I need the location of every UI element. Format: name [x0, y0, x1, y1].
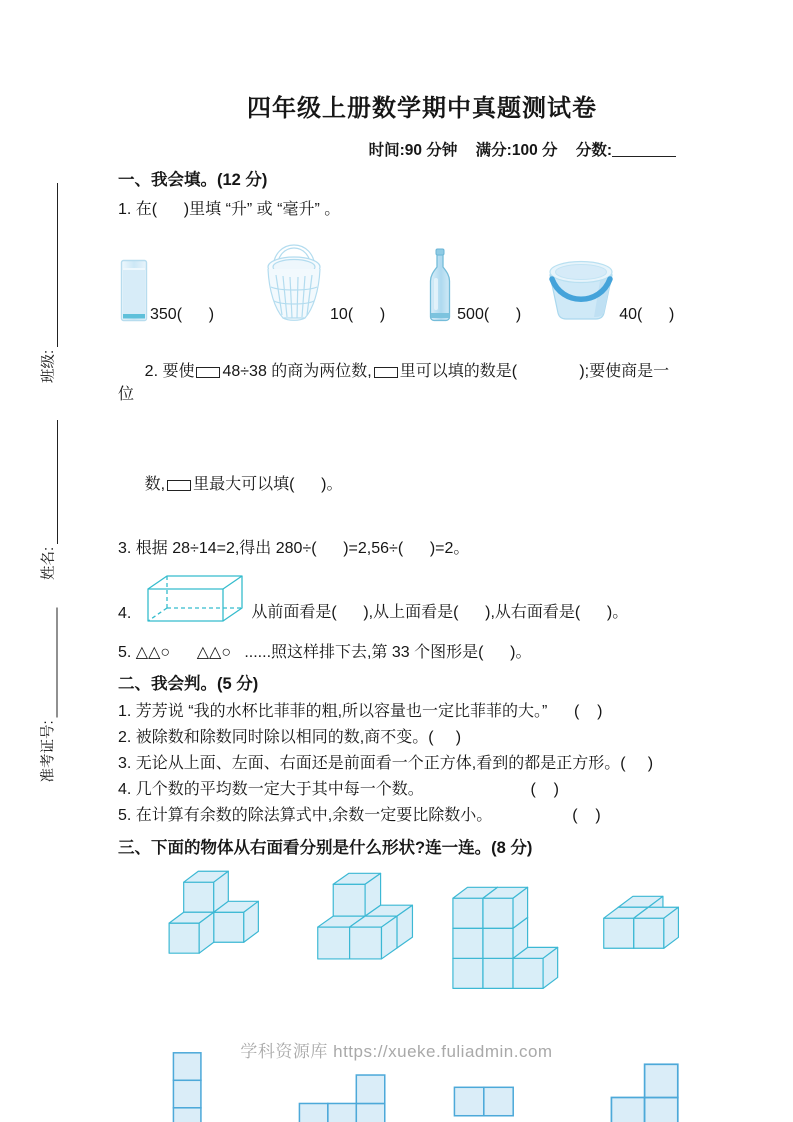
- cuboid-figure: [145, 573, 245, 625]
- exam-number-blank-line: [43, 608, 58, 718]
- shape-corner-icon: [610, 1059, 680, 1122]
- vessel-bucket: [545, 255, 674, 323]
- section-2-heading: 二、我会判。(5 分): [118, 674, 259, 693]
- exam-number-field: [36, 608, 58, 783]
- cube-stack-1-icon: [150, 867, 261, 962]
- cube-stack-2-icon: [305, 869, 414, 966]
- wooden-barrel-icon: [260, 231, 328, 323]
- name-field: [36, 420, 58, 580]
- score-blank-line: [612, 143, 676, 157]
- shape-domino-icon: [453, 1085, 516, 1119]
- shape-l-tromino-icon: [298, 1071, 391, 1122]
- vessel-bucket-answer: 40( ): [619, 305, 675, 323]
- paper-title: 四年级上册数学期中真题测试卷: [247, 96, 597, 122]
- cube-objects-row: [118, 867, 680, 997]
- glass-of-water-icon: [120, 259, 148, 323]
- question-5-text: 5. △△○ △△○ ......照这样排下去,第 33 个图形是( )。: [118, 643, 532, 661]
- section-1-heading: 一、我会填。(12 分): [118, 171, 268, 189]
- judge-item-5: 5. 在计算有余数的除法算式中,余数一定要比除数小。 ( ): [118, 807, 601, 825]
- exam-number-label: 准考证号:: [40, 720, 57, 783]
- vessel-glass: [120, 259, 214, 323]
- question-4-number: 4.: [118, 604, 132, 622]
- blank-box: [167, 480, 191, 491]
- score-label: 分数:: [575, 142, 612, 159]
- question-4: [118, 573, 680, 625]
- exam-info-row: [118, 138, 680, 160]
- class-label: 班级:: [41, 349, 57, 383]
- question-2-line-1: 2. 要使 48÷38 的商为两位数, 里可以填的数是( );要使商是一位: [118, 363, 670, 404]
- class-blank-line: [44, 183, 59, 347]
- cube-stack-4-icon: [591, 885, 680, 955]
- vessel-bottle-answer: 500( ): [457, 305, 522, 323]
- water-bucket-icon: [545, 255, 617, 323]
- footer-watermark: 学科资源库 https://xueke.fuliadmin.com: [240, 1042, 553, 1061]
- name-label: 姓名:: [41, 546, 57, 580]
- cube-stack-3-icon: [442, 865, 560, 997]
- blank-box: [196, 367, 220, 378]
- vessel-glass-answer: 350( ): [150, 305, 215, 323]
- name-blank-line: [44, 420, 59, 544]
- judge-item-4: 4. 几个数的平均数一定大于其中每一个数。 ( ): [118, 781, 559, 799]
- judge-item-3: 3. 无论从上面、左面、右面还是前面看一个正方体,看到的都是正方形。( ): [118, 755, 654, 773]
- class-field: [36, 183, 58, 383]
- full-score: 满分:100 分: [475, 142, 558, 159]
- question-2-line-2: 数, 里最大可以填( )。: [144, 476, 343, 494]
- question-4-text: 从前面看是( ),从上面看是( ),从右面看是( )。: [251, 604, 629, 622]
- question-1-vessels: [118, 223, 680, 323]
- vessel-bottle: [425, 248, 521, 323]
- judge-item-1: 1. 芳芳说 “我的水杯比菲菲的粗,所以容量也一定比菲菲的大。” ( ): [118, 702, 603, 720]
- question-1-text: 1. 在( )里填 “升” 或 “毫升” 。: [118, 200, 341, 218]
- vessel-barrel: [260, 231, 385, 323]
- question-3-text: 3. 根据 28÷14=2,得出 280÷( )=2,56÷( )=2。: [118, 540, 470, 558]
- judge-item-2: 2. 被除数和除数同时除以相同的数,商不变。( ): [118, 728, 462, 746]
- vessel-barrel-answer: 10( ): [330, 305, 386, 323]
- time-limit: 时间:90 分钟: [368, 142, 458, 159]
- section-3-heading: 三、下面的物体从右面看分别是什么形状?连一连。(8 分): [118, 838, 533, 857]
- tall-bottle-icon: [425, 248, 455, 323]
- blank-box: [374, 367, 398, 378]
